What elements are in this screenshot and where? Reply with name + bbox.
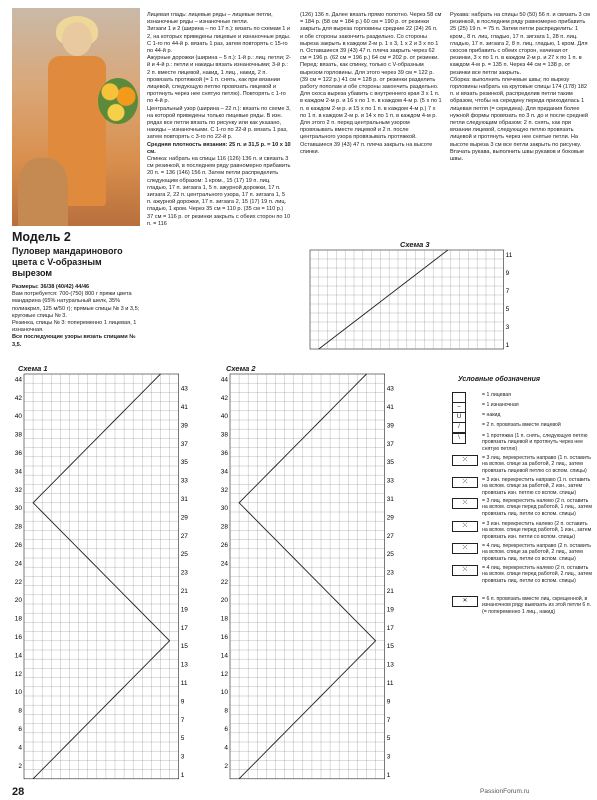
paragraph: Ажурные дорожки (ширина – 5 п.): 1-й р.: лиц. петли; 2-й и 4-й р.: петли и накиды вязать изнаночными; 3-й р.: 2 п. вместе лицевой, накид, 1 лиц., накид, 2 п. провязать протяжкой (= 1 п. снять, как при вязании лицевой, следующую петлю провязать лицевой и протянуть через нее снятую петлю). Повторять с 1-го по 4-й р. <box>147 55 291 105</box>
row-number: 30 <box>220 505 228 513</box>
row-number: 9 <box>505 270 510 278</box>
legend-text: = 1 протяжка (1 п. снять, следующую петлю провязать лицевой и протянуть через нее снятую петлю) <box>482 433 588 452</box>
row-number: 17 <box>180 624 188 632</box>
row-number: 10 <box>14 689 22 697</box>
row-number: 11 <box>180 679 188 687</box>
paragraph: Сборка: выполнить плечевые швы; по вырезу горловины набрать на круговые спицы 174 (178) 182 п. и вязать резинкой, распределив петли таким образом, чтобы на середину переда приходилась 1 лицевая петля (= середина). Для придания более нужной формы провязать по 3 п. до и после средней петли следующим образом: 2 п. снять, как при вязании лицевой, следующую петлю провязать лицевой и протянуть через нее снятые петли. На высоте выреза 3 см все петли закрыть по рисунку. Втачать рукава, выполнить швы рукавов и боковые швы. <box>450 76 589 163</box>
row-number: 17 <box>386 624 394 632</box>
paragraph: Рукава: набрать на спицы 50 (50) 56 п. и связать 3 см резинкой, в последнем ряду равномерно прибавить 25 (25) 19 п. = 75 п. Затем петли распределить: 1 кром., 8 п. лиц. гладью, 17 п. зигзага 1, 28 п. лиц. гладью, 17 п. зигзага 2, 8 п. лиц. гладью, 1 кром. Для скосов прибавить с обеих сторон, начиная от резинки, 3 х по 1 п. в каждом 2-м р. и 27 х по 1 п. в каждом 4-м р. = 135 п. Через 44 см = 138 р. от резинки все петли закрыть. <box>450 12 590 76</box>
row-number: 21 <box>386 587 394 595</box>
legend-text: = 1 изнаночная <box>482 402 519 408</box>
row-number: 44 <box>220 376 228 384</box>
col2-text <box>147 12 291 228</box>
photo-head <box>62 22 92 56</box>
row-number: 23 <box>180 569 188 577</box>
row-number: 43 <box>180 385 188 393</box>
row-number: 20 <box>14 597 22 605</box>
paragraph: Зигзаги 1 и 2 (ширина – по 17 п.): вязать по схемам 1 и 2, на которых приведены лицевые и изнаночные ряды. С 1-го по 44-й р. вязать 1 раз, затем повторять с 15-го по 44-й р. <box>147 26 291 55</box>
paragraph: (126) 136 п. Далее вязать прямо полотно. Через 58 см = 184 р. (58 см = 184 р.) 60 см = 190 р. от резинки закрыть для выреза горловины средние 22 (24) 26 п. и обе стороны закончить раздельно. Со стороны выреза закрыть в каждом 2-м р. 1 х 3, 1 х 2 и 3 х по 1 п. Оставшиеся 39 (43) 47 п. плеча закрыть через 62 см = 196 р. (62 см = 196 р.) 64 см = 202 р. от резинки. <box>300 12 442 62</box>
row-number: 1 <box>180 771 185 779</box>
legend-text: = накид <box>482 412 501 418</box>
page-number: 28 <box>12 786 25 798</box>
row-number: 5 <box>386 735 391 743</box>
row-number: 32 <box>220 486 228 494</box>
row-number: 42 <box>220 394 228 402</box>
schema1-label: Схема 1 <box>18 364 48 373</box>
paragraph: Размеры: 36/38 (40/42) 44/46 <box>12 284 90 290</box>
row-number: 26 <box>14 541 22 549</box>
row-number: 10 <box>220 689 228 697</box>
row-number: 35 <box>386 459 394 467</box>
row-number: 1 <box>386 771 391 779</box>
row-number: 7 <box>505 288 510 296</box>
row-number: 30 <box>14 505 22 513</box>
paragraph: Спинка: набрать на спицы 116 (126) 136 п. и связать 3 см резинкой, в последнем ряду равномерно прибавить 20 п. = 136 (146) 156 п. Затем петли распределить следующим образом: 1 кром., 15 (17) 19 п. лиц. гладью, 17 п. зигзага 1, 5 п. ажурной дорожки, 17 п. зигзага 2, 22 п. центрального узора, 17 п. зигзага 1, 5 п. ажурной дорожки, 17 п. зигзага 2, 15 (17) 19 п. лиц. гладью, 1 кром. Через 35 см = 110 р. (35 см = 110 р.) 37 см = 116 р. от резинки закрыть с обеих сторон по 10 п. = 116 <box>147 156 291 227</box>
row-number: 6 <box>224 725 228 733</box>
row-number: 14 <box>14 652 22 660</box>
row-number: 15 <box>386 643 394 651</box>
legend-text: = 6 п. провязать вместе лиц. скрещенной, в изнаночном ряду вывязать из этой петли 6 п. (= попеременно 1 лиц., накид) <box>482 596 591 615</box>
row-number: 13 <box>386 661 394 669</box>
row-number: 4 <box>224 744 228 752</box>
model-title: Модель 2 <box>12 230 71 244</box>
legend-text: = 1 лицевая <box>482 392 511 398</box>
row-number: 21 <box>180 587 188 595</box>
row-number: 37 <box>180 440 188 448</box>
row-number: 22 <box>14 578 22 586</box>
schema2-chart <box>212 372 424 784</box>
row-number: 37 <box>386 440 394 448</box>
row-number: 31 <box>386 495 394 503</box>
row-number: 44 <box>14 376 22 384</box>
legend-symbol: ⤬ <box>452 565 478 576</box>
row-number: 41 <box>180 403 188 411</box>
legend-symbol: ⤬ <box>452 498 478 509</box>
row-number: 39 <box>180 422 188 430</box>
row-number: 2 <box>224 762 228 770</box>
row-number: 18 <box>14 615 22 623</box>
row-number: 5 <box>180 735 185 743</box>
row-number: 41 <box>386 403 394 411</box>
footer-site: PassionForum.ru <box>480 788 530 795</box>
photo-fur <box>18 158 68 226</box>
row-number: 33 <box>386 477 394 485</box>
row-number: 16 <box>220 633 228 641</box>
row-number: 38 <box>220 431 228 439</box>
row-number: 29 <box>386 514 394 522</box>
row-number: 29 <box>180 514 188 522</box>
row-number: 16 <box>14 633 22 641</box>
row-number: 34 <box>220 468 228 476</box>
row-number: 35 <box>180 459 188 467</box>
row-number: 32 <box>14 486 22 494</box>
row-number: 14 <box>220 652 228 660</box>
paragraph: Средняя плотность вязания: 25 п. и 31,5 р. = 10 х 10 см. <box>147 141 291 155</box>
legend-text: = 4 лиц. перекрестить налево (2 п. оставить на вспом. спице перед работой, 2 лиц., затем провязать лиц. петли со вспом. спицы) <box>482 565 592 584</box>
legend-symbol: ⤫ <box>452 455 478 466</box>
row-number: 27 <box>386 532 394 540</box>
row-number: 33 <box>180 477 188 485</box>
legend-symbol: ⤫ <box>452 477 478 488</box>
row-number: 24 <box>220 560 228 568</box>
row-number: 12 <box>220 670 228 678</box>
paragraph: Вам потребуется: 700-(750) 800 г пряжи цвета мандарина (65% натуральный шелк, 35% полиакрил, 125 м/50 г); прямые спицы № 3 и 3,5; круговые спицы № 3. <box>12 291 140 319</box>
row-number: 18 <box>220 615 228 623</box>
row-number: 23 <box>386 569 394 577</box>
row-number: 13 <box>180 661 188 669</box>
row-number: 27 <box>180 532 188 540</box>
paragraph: Резинка, спицы № 3: попеременно 1 лицевая, 1 изнаночная. <box>12 320 137 334</box>
row-number: 36 <box>14 449 22 457</box>
row-number: 8 <box>18 707 22 715</box>
legend-text: = 3 лиц. перекрестить налево (2 п. оставить на вспом. спице перед работой, 1 лиц., затем провязать лиц. петли со вспом. спицы) <box>482 498 592 517</box>
legend-symbol: – <box>452 402 466 413</box>
col4-text <box>450 12 590 163</box>
paragraph: Все последующие узоры вязать спицами № 3,5. <box>12 334 136 348</box>
row-number: 5 <box>505 306 510 314</box>
legend-symbol: ✕ <box>452 596 478 607</box>
schema3-label: Схема 3 <box>400 240 430 249</box>
row-number: 6 <box>18 725 22 733</box>
row-number: 7 <box>180 716 185 724</box>
row-number: 19 <box>180 606 188 614</box>
legend-symbol: / <box>452 422 466 433</box>
row-number: 8 <box>224 707 228 715</box>
legend-symbol: U <box>452 412 466 423</box>
row-number: 3 <box>505 324 510 332</box>
legend-text: = 3 изн. перекрестить налево (2 п. оставить на вспом. спице перед работой, 1 изн., затем провязать изн. петли со вспом. спицы) <box>482 521 592 540</box>
row-number: 42 <box>14 394 22 402</box>
row-number: 11 <box>505 252 513 260</box>
paragraph: Перед: вязать, как спинку, только с V-образным вырезом горловины. Для этого через 39 см = 122 р. (39 см = 122 р.) 41 см = 128 р. от резинки разделить работу пополам и обе стороны закончить раздельно. Для скоса выреза убавить с внутреннего края 3 х 1 п. в каждом 2-м р. и 16 х по 1 п. в каждом 4-м р. (5 х по 1 п. в каждом 2-м р. и 15 х по 1 п. в каждом 4-м р.) 7 х по 1 п. в каждом 2-м р. и 14 х по 1 п. в каждом 4-м р. Для этого 2 п. перед центральным узором провязывать вместе лицевой и 2 п. после центрального узора провязывать протяжкой. Оставшиеся 39 (43) 47 п. плеча закрыть на высоте спинки. <box>300 62 442 155</box>
row-number: 24 <box>14 560 22 568</box>
row-number: 28 <box>14 523 22 531</box>
row-number: 25 <box>386 551 394 559</box>
model-subtitle: Пуловер мандаринового цвета с V-образным вырезом <box>12 246 123 278</box>
row-number: 43 <box>386 385 394 393</box>
row-number: 2 <box>18 762 22 770</box>
legend-text: = 2 п. провязать вместе лицевой <box>482 422 561 428</box>
row-number: 22 <box>220 578 228 586</box>
row-number: 9 <box>180 698 185 706</box>
col3-text <box>300 12 442 156</box>
legend-title: Условные обозначения <box>458 376 541 383</box>
paragraph: Центральный узор (ширина – 22 п.): вязать по схеме 3, на которой приведены только лицевые ряды. В изн. рядах все петли вязать по рисунку или как указано, накиды – изнаночными. С 1-го по 22-й р. вязать 1 раз, затем повторять с 3-го по 22-й р. <box>147 105 291 141</box>
legend-symbol: ⤬ <box>452 521 478 532</box>
row-number: 36 <box>220 449 228 457</box>
model-photo <box>12 8 140 226</box>
schema1-chart <box>8 372 206 784</box>
row-number: 31 <box>180 495 188 503</box>
row-number: 11 <box>386 679 394 687</box>
legend-text: = 3 лиц. перекрестить направо (1 п. оставить на вспом. спице за работой, 2 лиц., затем провязать лицевой петлю со вспом. спицы) <box>482 455 591 474</box>
row-number: 3 <box>386 753 391 761</box>
row-number: 12 <box>14 670 22 678</box>
legend-text: = 4 лиц. перекрестить направо (2 п. оставить на вспом. спице за работой, 2 лиц., затем провязать лиц. петли со вспом. спицы) <box>482 543 591 562</box>
row-number: 25 <box>180 551 188 559</box>
paragraph: Лицевая гладь: лицевые ряды – лицевые петли, изнаночные ряды – изнаночные петли. <box>147 12 273 26</box>
row-number: 28 <box>220 523 228 531</box>
row-number: 40 <box>220 413 228 421</box>
legend-symbol: ⤫ <box>452 543 478 554</box>
row-number: 20 <box>220 597 228 605</box>
row-number: 3 <box>180 753 185 761</box>
row-number: 7 <box>386 716 391 724</box>
row-number: 39 <box>386 422 394 430</box>
col1-text <box>12 284 140 349</box>
row-number: 19 <box>386 606 394 614</box>
legend-symbol: \ <box>452 433 466 444</box>
row-number: 9 <box>386 698 391 706</box>
row-number: 38 <box>14 431 22 439</box>
photo-flowers <box>98 78 138 124</box>
row-number: 4 <box>18 744 22 752</box>
row-number: 1 <box>505 342 510 350</box>
row-number: 15 <box>180 643 188 651</box>
legend-text: = 3 изн. перекрестить направо (1 п. оставить на вспом. спице за работой, 2 изн., затем провязать изн. петлю со вспом. спицы) <box>482 477 591 496</box>
row-number: 26 <box>220 541 228 549</box>
schema3-chart <box>306 248 524 352</box>
row-number: 40 <box>14 413 22 421</box>
schema2-label: Схема 2 <box>226 364 256 373</box>
row-number: 34 <box>14 468 22 476</box>
